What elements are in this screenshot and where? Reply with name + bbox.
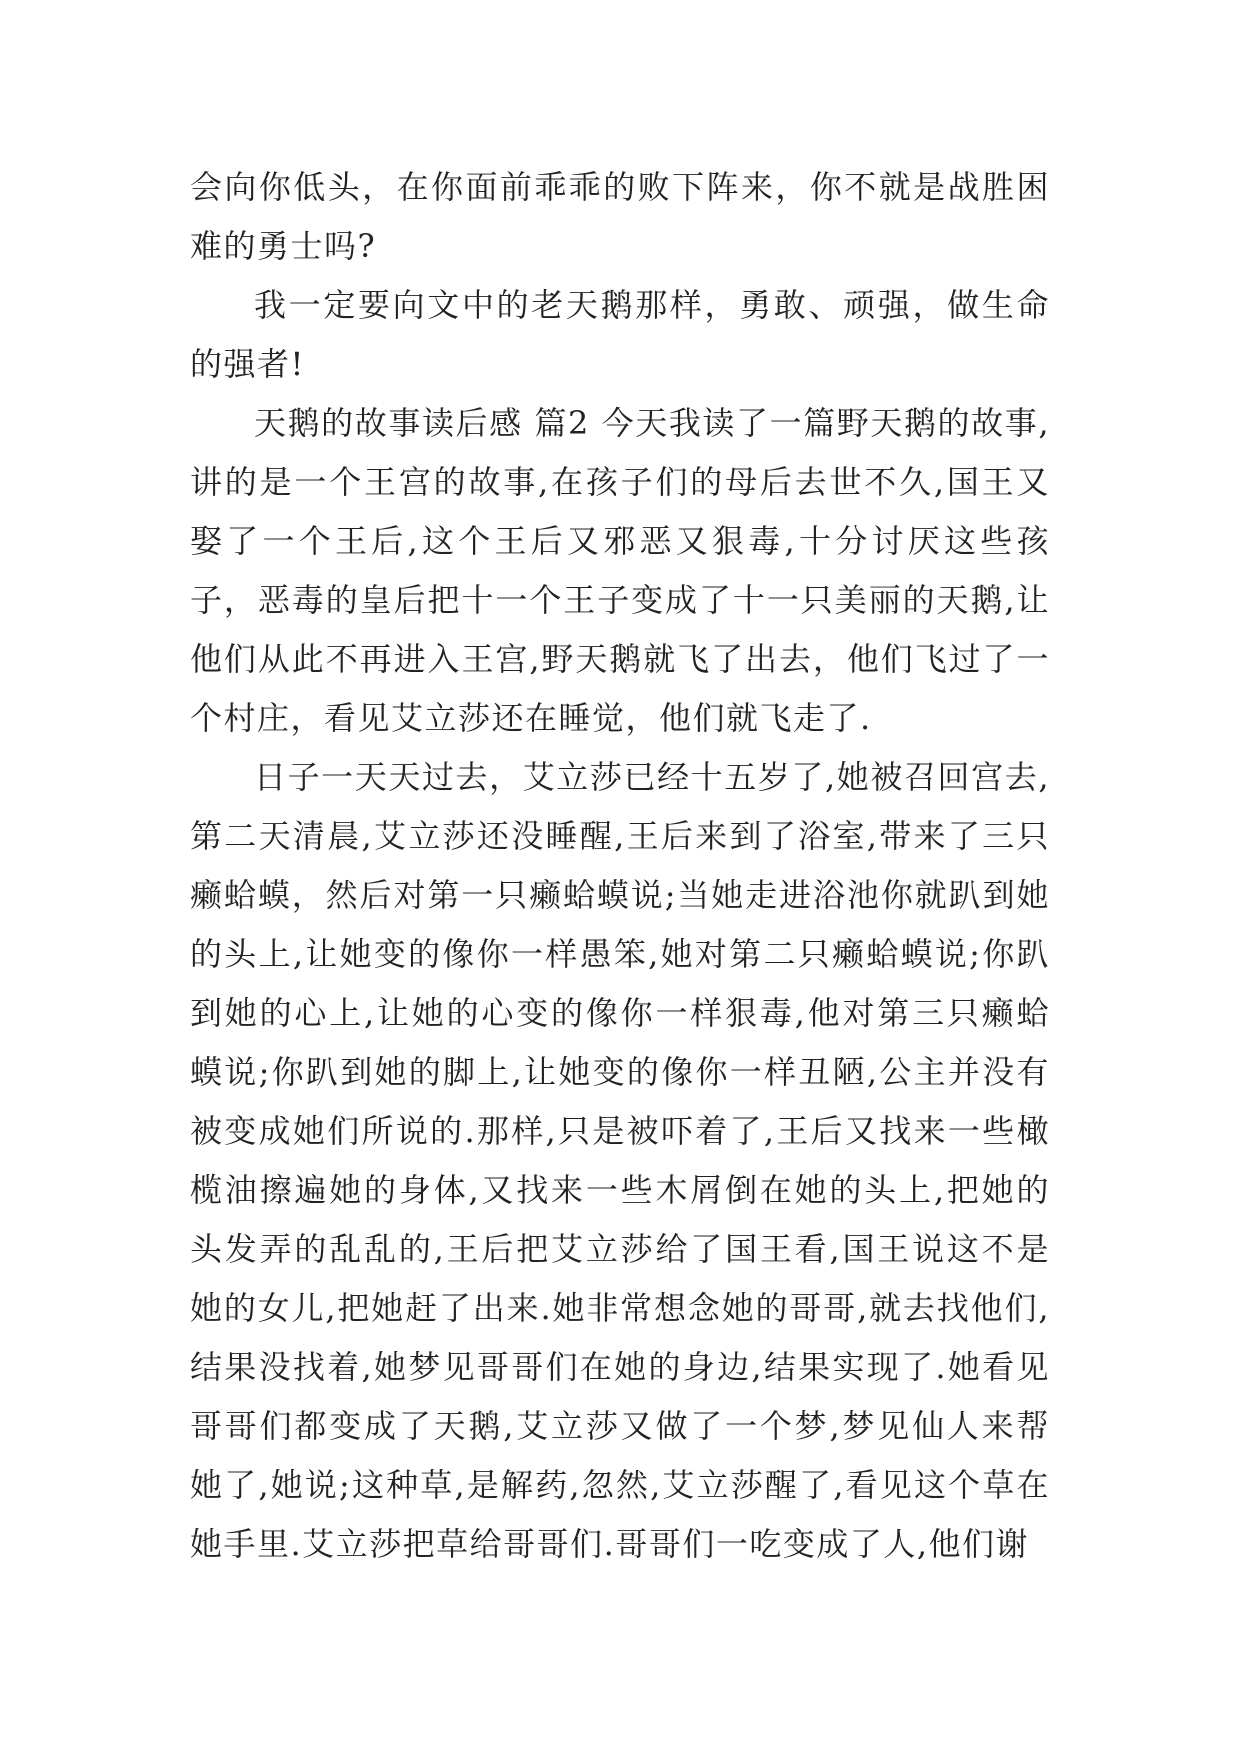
- body-text: [190, 158, 1050, 1574]
- paragraph-1: 会向你低头，在你面前乖乖的败下阵来，你不就是战胜困难的勇士吗?: [190, 168, 1050, 265]
- paragraph-3: 天鹅的故事读后感 篇2 今天我读了一篇野天鹅的故事,讲的是一个王宫的故事,在孩子们的母后去世不久,国王又娶了一个王后,这个王后又邪恶又狠毒,十分讨厌这些孩子，恶毒的皇后把十一个王子变成了十一只美丽的天鹅,让他们从此不再进入王宫,野天鹅就飞了出去，他们飞过了一个村庄，看见艾立莎还在睡觉，他们就飞走了.: [190, 404, 1050, 737]
- paragraph-2: 我一定要向文中的老天鹅那样，勇敢、顽强，做生命的强者!: [190, 286, 1050, 383]
- paragraph-4: 日子一天天过去，艾立莎已经十五岁了,她被召回宫去,第二天清晨,艾立莎还没睡醒,王后来到了浴室,带来了三只癞蛤蟆，然后对第一只癞蛤蟆说;当她走进浴池你就趴到她的头上,让她变的像你一样愚笨,她对第二只癞蛤蟆说;你趴到她的心上,让她的心变的像你一样狠毒,他对第三只癞蛤蟆说;你趴到她的脚上,让她变的像你一样丑陋,公主并没有被变成她们所说的.那样,只是被吓着了,王后又找来一些橄榄油擦遍她的身体,又找来一些木屑倒在她的头上,把她的头发弄的乱乱的,王后把艾立莎给了国王看,国王说这不是她的女儿,把她赶了出来.她非常想念她的哥哥,就去找他们,结果没找着,她梦见哥哥们在她的身边,结果实现了.她看见哥哥们都变成了天鹅,艾立莎又做了一个梦,梦见仙人来帮她了,她说;这种草,是解药,忽然,艾立莎醒了,看见这个草在她手里.艾立莎把草给哥哥们.哥哥们一吃变成了人,他们谢: [190, 758, 1050, 1563]
